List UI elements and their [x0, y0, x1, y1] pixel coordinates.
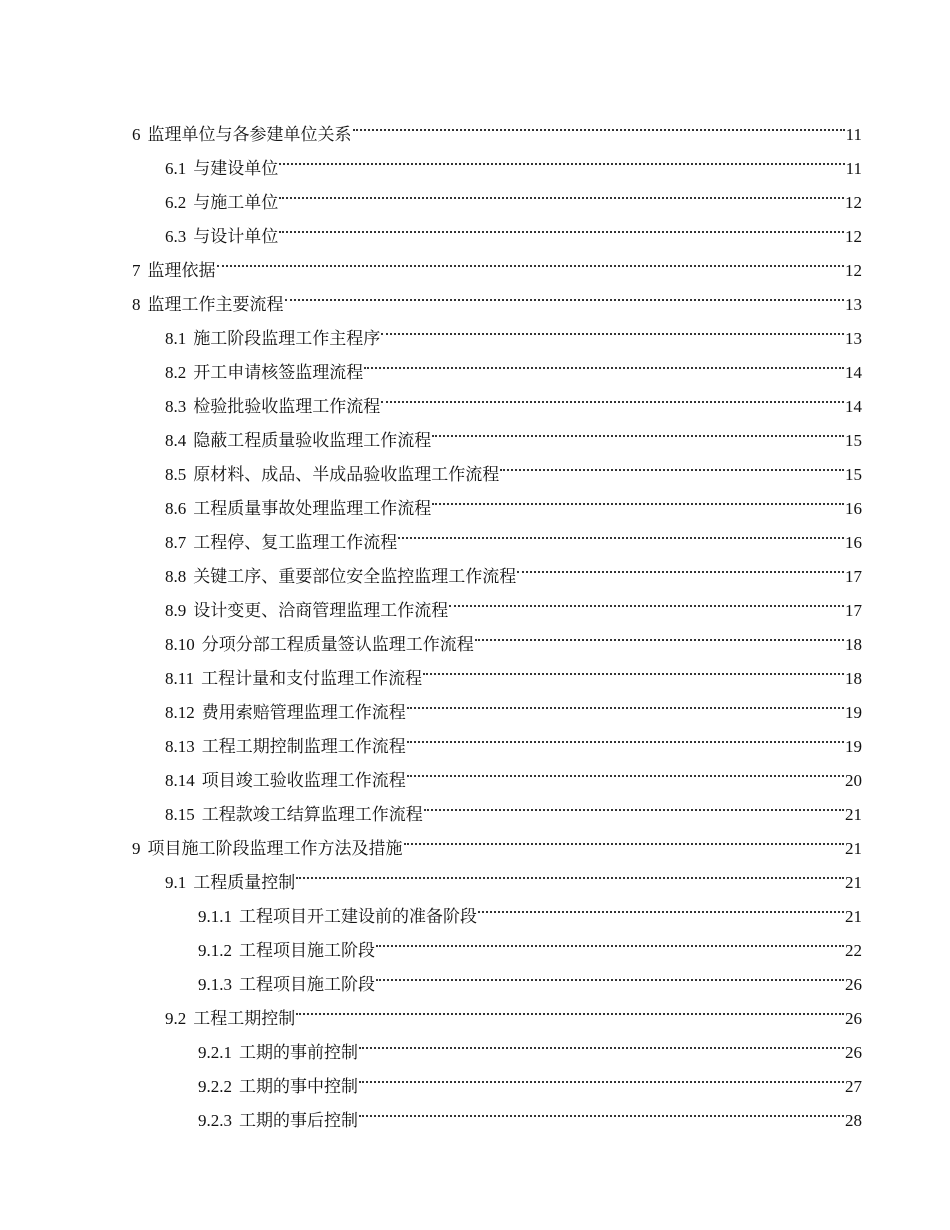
toc-entry-page-number: 26 — [845, 1043, 862, 1062]
toc-dot-leader — [380, 310, 845, 344]
toc-dot-leader — [474, 616, 845, 650]
toc-entry-page-number: 17 — [845, 601, 862, 620]
toc-entry-title: 项目竣工验收监理工作流程 — [201, 771, 406, 790]
toc-entry-title: 与设计单位 — [193, 227, 279, 246]
toc-entry-number: 9.1.3 — [198, 975, 232, 994]
toc-entry-number: 9.1.2 — [198, 941, 232, 960]
toc-entry-title: 费用索赔管理监理工作流程 — [201, 703, 406, 722]
toc-dot-leader — [477, 888, 845, 922]
toc-entry-number: 6.1 — [165, 159, 187, 178]
toc-entry-page-number: 21 — [845, 907, 862, 926]
toc-dot-leader — [406, 718, 845, 752]
toc-entry-title: 开工申请核签监理流程 — [193, 363, 364, 382]
toc-entry-page-number: 11 — [845, 125, 862, 144]
toc-entry-number: 9.2.2 — [198, 1077, 232, 1096]
toc-entry-number: 8.1 — [165, 329, 187, 348]
toc-entry-page-number: 27 — [845, 1077, 862, 1096]
toc-entry-page-number: 20 — [845, 771, 862, 790]
toc-entry-title: 设计变更、洽商管理监理工作流程 — [193, 601, 449, 620]
toc-dot-leader — [380, 378, 845, 412]
toc-entry-page-number: 18 — [845, 669, 862, 688]
toc-entry-page-number: 12 — [845, 227, 862, 246]
toc-entry-number: 9 — [132, 839, 141, 858]
toc-entry-page-number: 13 — [845, 329, 862, 348]
toc-dot-leader — [216, 242, 846, 276]
toc-entry-title: 工程项目施工阶段 — [239, 941, 375, 960]
toc-entry-number: 8.3 — [165, 397, 187, 416]
toc-entry[interactable] — [132, 242, 862, 280]
toc-entry-page-number: 21 — [845, 839, 862, 858]
toc-dot-leader — [431, 480, 845, 514]
toc-dot-leader — [423, 786, 845, 820]
toc-entry-page-number: 19 — [845, 703, 862, 722]
toc-entry-title: 工期的事前控制 — [239, 1043, 358, 1062]
toc-entry-page-number: 11 — [845, 159, 862, 178]
toc-entry-number: 8.12 — [165, 703, 195, 722]
toc-entry-title: 关键工序、重要部位安全监控监理工作流程 — [193, 567, 517, 586]
toc-entry-title: 项目施工阶段监理工作方法及措施 — [147, 839, 403, 858]
toc-entry-number: 8.6 — [165, 499, 187, 518]
toc-entry-page-number: 21 — [845, 873, 862, 892]
toc-entry-page-number: 18 — [845, 635, 862, 654]
toc-entry-page-number: 26 — [845, 1009, 862, 1028]
toc-entry-title: 与施工单位 — [193, 193, 279, 212]
toc-entry-title: 检验批验收监理工作流程 — [193, 397, 381, 416]
toc-entry-title: 分项分部工程质量签认监理工作流程 — [201, 635, 474, 654]
toc-dot-leader — [403, 820, 846, 854]
toc-entry-number: 9.2 — [165, 1009, 187, 1028]
toc-entry-title: 原材料、成品、半成品验收监理工作流程 — [193, 465, 500, 484]
toc-dot-leader — [278, 140, 845, 174]
toc-entry-number: 8.10 — [165, 635, 195, 654]
toc-entry-number: 8.4 — [165, 431, 187, 450]
toc-entry-title: 工程计量和支付监理工作流程 — [201, 669, 423, 688]
toc-entry-number: 9.2.1 — [198, 1043, 232, 1062]
toc-dot-leader — [352, 106, 846, 140]
toc-dot-leader — [358, 1058, 845, 1092]
toc-entry-title: 工程项目施工阶段 — [239, 975, 375, 994]
toc-entry-title: 工期的事后控制 — [239, 1111, 358, 1130]
toc-entry-number: 8.13 — [165, 737, 195, 756]
toc-entry-title: 与建设单位 — [193, 159, 279, 178]
toc-dot-leader — [363, 344, 845, 378]
toc-dot-leader — [295, 854, 845, 888]
toc-entry-page-number: 16 — [845, 533, 862, 552]
toc-entry-number: 8.14 — [165, 771, 195, 790]
toc-dot-leader — [284, 276, 846, 310]
toc-dot-leader — [397, 514, 845, 548]
toc-dot-leader — [516, 548, 845, 582]
toc-entry-number: 6 — [132, 125, 141, 144]
toc-entry-number: 7 — [132, 261, 141, 280]
toc-entry-page-number: 14 — [845, 363, 862, 382]
toc-entry[interactable] — [132, 106, 862, 144]
toc-entry-number: 9.1 — [165, 873, 187, 892]
toc-entry-title: 工程项目开工建设前的准备阶段 — [239, 907, 477, 926]
table-of-contents — [132, 106, 862, 1130]
toc-dot-leader — [422, 650, 845, 684]
toc-entry-title: 工程质量事故处理监理工作流程 — [193, 499, 432, 518]
toc-dot-leader — [406, 752, 845, 786]
toc-dot-leader — [375, 956, 845, 990]
toc-entry-page-number: 21 — [845, 805, 862, 824]
toc-dot-leader — [358, 1092, 845, 1126]
toc-dot-leader — [431, 412, 845, 446]
toc-entry-title: 工程工期控制 — [193, 1009, 296, 1028]
toc-dot-leader — [499, 446, 845, 480]
toc-dot-leader — [358, 1024, 845, 1058]
toc-entry-page-number: 19 — [845, 737, 862, 756]
toc-entry-page-number: 17 — [845, 567, 862, 586]
toc-entry-number: 8 — [132, 295, 141, 314]
toc-dot-leader — [295, 990, 845, 1024]
toc-entry-number: 8.7 — [165, 533, 187, 552]
toc-entry-page-number: 26 — [845, 975, 862, 994]
toc-dot-leader — [406, 684, 845, 718]
toc-dot-leader — [278, 174, 845, 208]
toc-entry-number: 6.2 — [165, 193, 187, 212]
toc-entry[interactable] — [132, 276, 862, 314]
toc-entry-page-number: 13 — [845, 295, 862, 314]
toc-dot-leader — [448, 582, 845, 616]
toc-entry-number: 8.8 — [165, 567, 187, 586]
toc-entry-number: 8.9 — [165, 601, 187, 620]
toc-entry-number: 9.2.3 — [198, 1111, 232, 1130]
toc-entry-title: 监理依据 — [147, 261, 216, 280]
toc-entry-page-number: 15 — [845, 431, 862, 450]
toc-dot-leader — [278, 208, 845, 242]
toc-entry-page-number: 22 — [845, 941, 862, 960]
toc-entry-page-number: 15 — [845, 465, 862, 484]
toc-entry-number: 9.1.1 — [198, 907, 232, 926]
toc-entry-title: 工程停、复工监理工作流程 — [193, 533, 398, 552]
toc-dot-leader — [375, 922, 845, 956]
toc-entry-page-number: 16 — [845, 499, 862, 518]
toc-entry-title: 施工阶段监理工作主程序 — [193, 329, 381, 348]
toc-entry-title: 监理工作主要流程 — [147, 295, 284, 314]
toc-entry-number: 8.2 — [165, 363, 187, 382]
toc-entry-title: 监理单位与各参建单位关系 — [147, 125, 352, 144]
toc-entry-title: 工程工期控制监理工作流程 — [201, 737, 406, 756]
toc-entry-page-number: 12 — [845, 261, 862, 280]
toc-entry-title: 工期的事中控制 — [239, 1077, 358, 1096]
toc-entry-title: 隐蔽工程质量验收监理工作流程 — [193, 431, 432, 450]
toc-entry-number: 8.5 — [165, 465, 187, 484]
toc-entry-number: 8.15 — [165, 805, 195, 824]
toc-entry-page-number: 28 — [845, 1111, 862, 1130]
toc-entry-number: 8.11 — [165, 669, 195, 688]
toc-entry-page-number: 12 — [845, 193, 862, 212]
toc-entry-title: 工程款竣工结算监理工作流程 — [201, 805, 423, 824]
toc-entry-page-number: 14 — [845, 397, 862, 416]
toc-entry-title: 工程质量控制 — [193, 873, 296, 892]
toc-entry-number: 6.3 — [165, 227, 187, 246]
